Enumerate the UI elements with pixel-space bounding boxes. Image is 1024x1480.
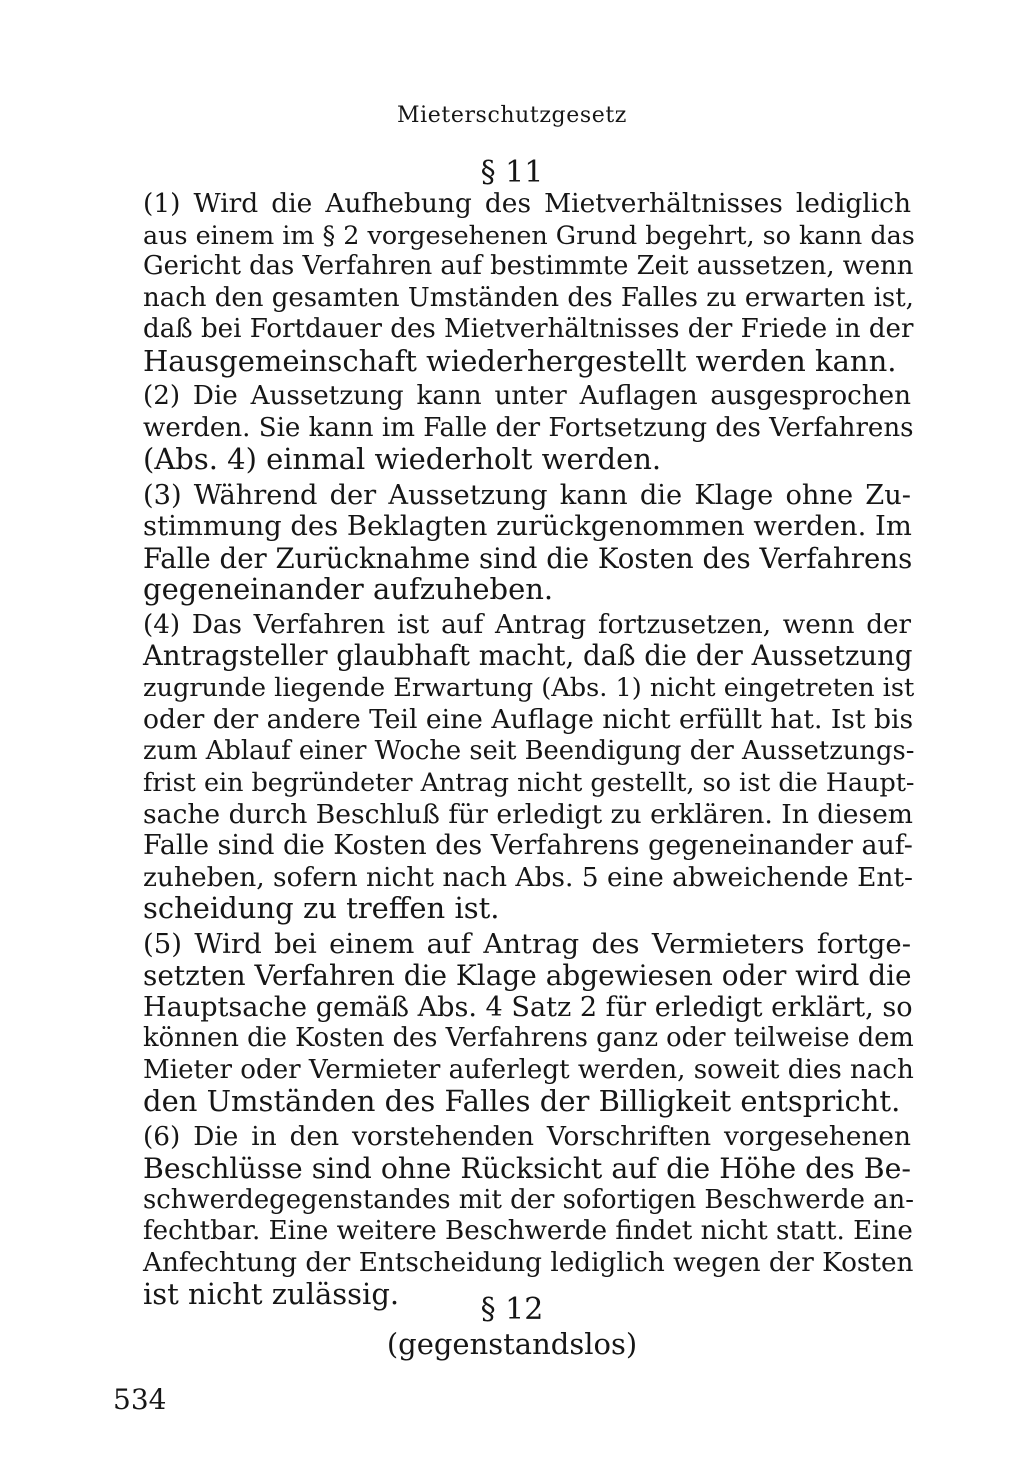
text-line: (Abs. 4) einmal wiederholt werden. (143, 442, 662, 476)
page-number: 534 (113, 1383, 167, 1416)
text-line: (3) Während der Aussetzung kann die Klage ohne Zu- (143, 479, 911, 511)
text-line: nach den gesamten Umständen des Falles zu erwarten ist, (143, 282, 914, 313)
text-line: daß bei Fortdauer des Mietverhältnisses der Friede in der (143, 314, 914, 344)
text-line: scheidung zu treffen ist. (143, 891, 500, 925)
text-line: aus einem im § 2 vorgesehenen Grund begehrt, so kann das (143, 219, 915, 250)
text-line: (4) Das Verfahren ist auf Antrag fortzusetzen, wenn der (143, 609, 911, 640)
paragraph-6 (113, 1121, 914, 1311)
text-line: Antragsteller glaubhaft macht, daß die der Aussetzung (143, 640, 913, 672)
text-line: frist ein begründeter Antrag nicht gestellt, so ist die Haupt- (143, 767, 915, 797)
running-head: Mieterschutzgesetz (397, 103, 627, 128)
text-line: können die Kosten des Verfahrens ganz oder teilweise dem (143, 1023, 914, 1053)
text-line: Falle der Zurücknahme sind die Kosten des Verfahrens (143, 541, 913, 575)
text-line: Falle sind die Kosten des Verfahrens gegeneinander auf- (143, 830, 913, 861)
text-line: (2) Die Aussetzung kann unter Auflagen ausgesprochen (143, 381, 911, 411)
text-line: sache durch Beschluß für erledigt zu erklären. In diesem (143, 798, 913, 830)
text-line: zum Ablauf einer Woche seit Beendigung der Aussetzungs- (143, 735, 915, 766)
text-line: setzten Verfahren die Klage abgewiesen oder wird die (143, 959, 912, 992)
paragraph-2 (113, 381, 914, 476)
text-line: gegeneinander aufzuheben. (143, 572, 554, 606)
text-line: Gericht das Verfahren auf bestimmte Zeit aussetzen, wenn (143, 251, 914, 281)
text-line: stimmung des Beklagten zurückgenommen werden. Im (143, 511, 912, 542)
text-line: ist nicht zulässig. (143, 1277, 400, 1311)
paragraph-5 (113, 927, 914, 1118)
text-line: Hausgemeinschaft wiederhergestellt werden kann. (143, 343, 897, 378)
text-line: Beschlüsse sind ohne Rücksicht auf die Höhe des Be- (143, 1152, 911, 1185)
text-line: werden. Sie kann im Falle der Fortsetzung des Verfahrens (143, 412, 914, 443)
text-line: (1) Wird die Aufhebung des Mietverhältnisses lediglich (143, 188, 911, 219)
section-heading-11: § 11 (480, 155, 544, 190)
text-line: Anfechtung der Entscheidung lediglich wegen der Kosten (143, 1247, 914, 1278)
text-line: Mieter oder Vermieter auferlegt werden, soweit dies nach (143, 1054, 914, 1085)
text-line: schwerdegegenstandes mit der sofortigen Beschwerde an- (143, 1184, 914, 1215)
text-line: zuheben, sofern nicht nach Abs. 5 eine abweichende Ent- (143, 861, 913, 893)
text-line: fechtbar. Eine weitere Beschwerde findet nicht statt. Eine (143, 1216, 913, 1246)
section-heading-12: § 12 (480, 1292, 544, 1327)
text-line: zugrunde liegende Erwartung (Abs. 1) nicht eingetreten ist (143, 672, 915, 703)
paragraph-4 (113, 609, 915, 925)
section-11-body (113, 188, 915, 1315)
paragraph-3 (113, 480, 911, 606)
text-line: oder der andere Teil eine Auflage nicht erfüllt hat. Ist bis (143, 704, 914, 735)
text-line: den Umständen des Falles der Billigkeit entspricht. (143, 1084, 901, 1118)
text-line: (6) Die in den vorstehenden Vorschriften vorgesehenen (143, 1121, 911, 1152)
text-line: Hauptsache gemäß Abs. 4 Satz 2 für erledigt erklärt, so (143, 991, 913, 1023)
section-12-note: (gegenstandslos) (386, 1327, 638, 1361)
paragraph-1 (113, 188, 915, 378)
text-line: (5) Wird bei einem auf Antrag des Vermieters fortge- (143, 927, 911, 960)
